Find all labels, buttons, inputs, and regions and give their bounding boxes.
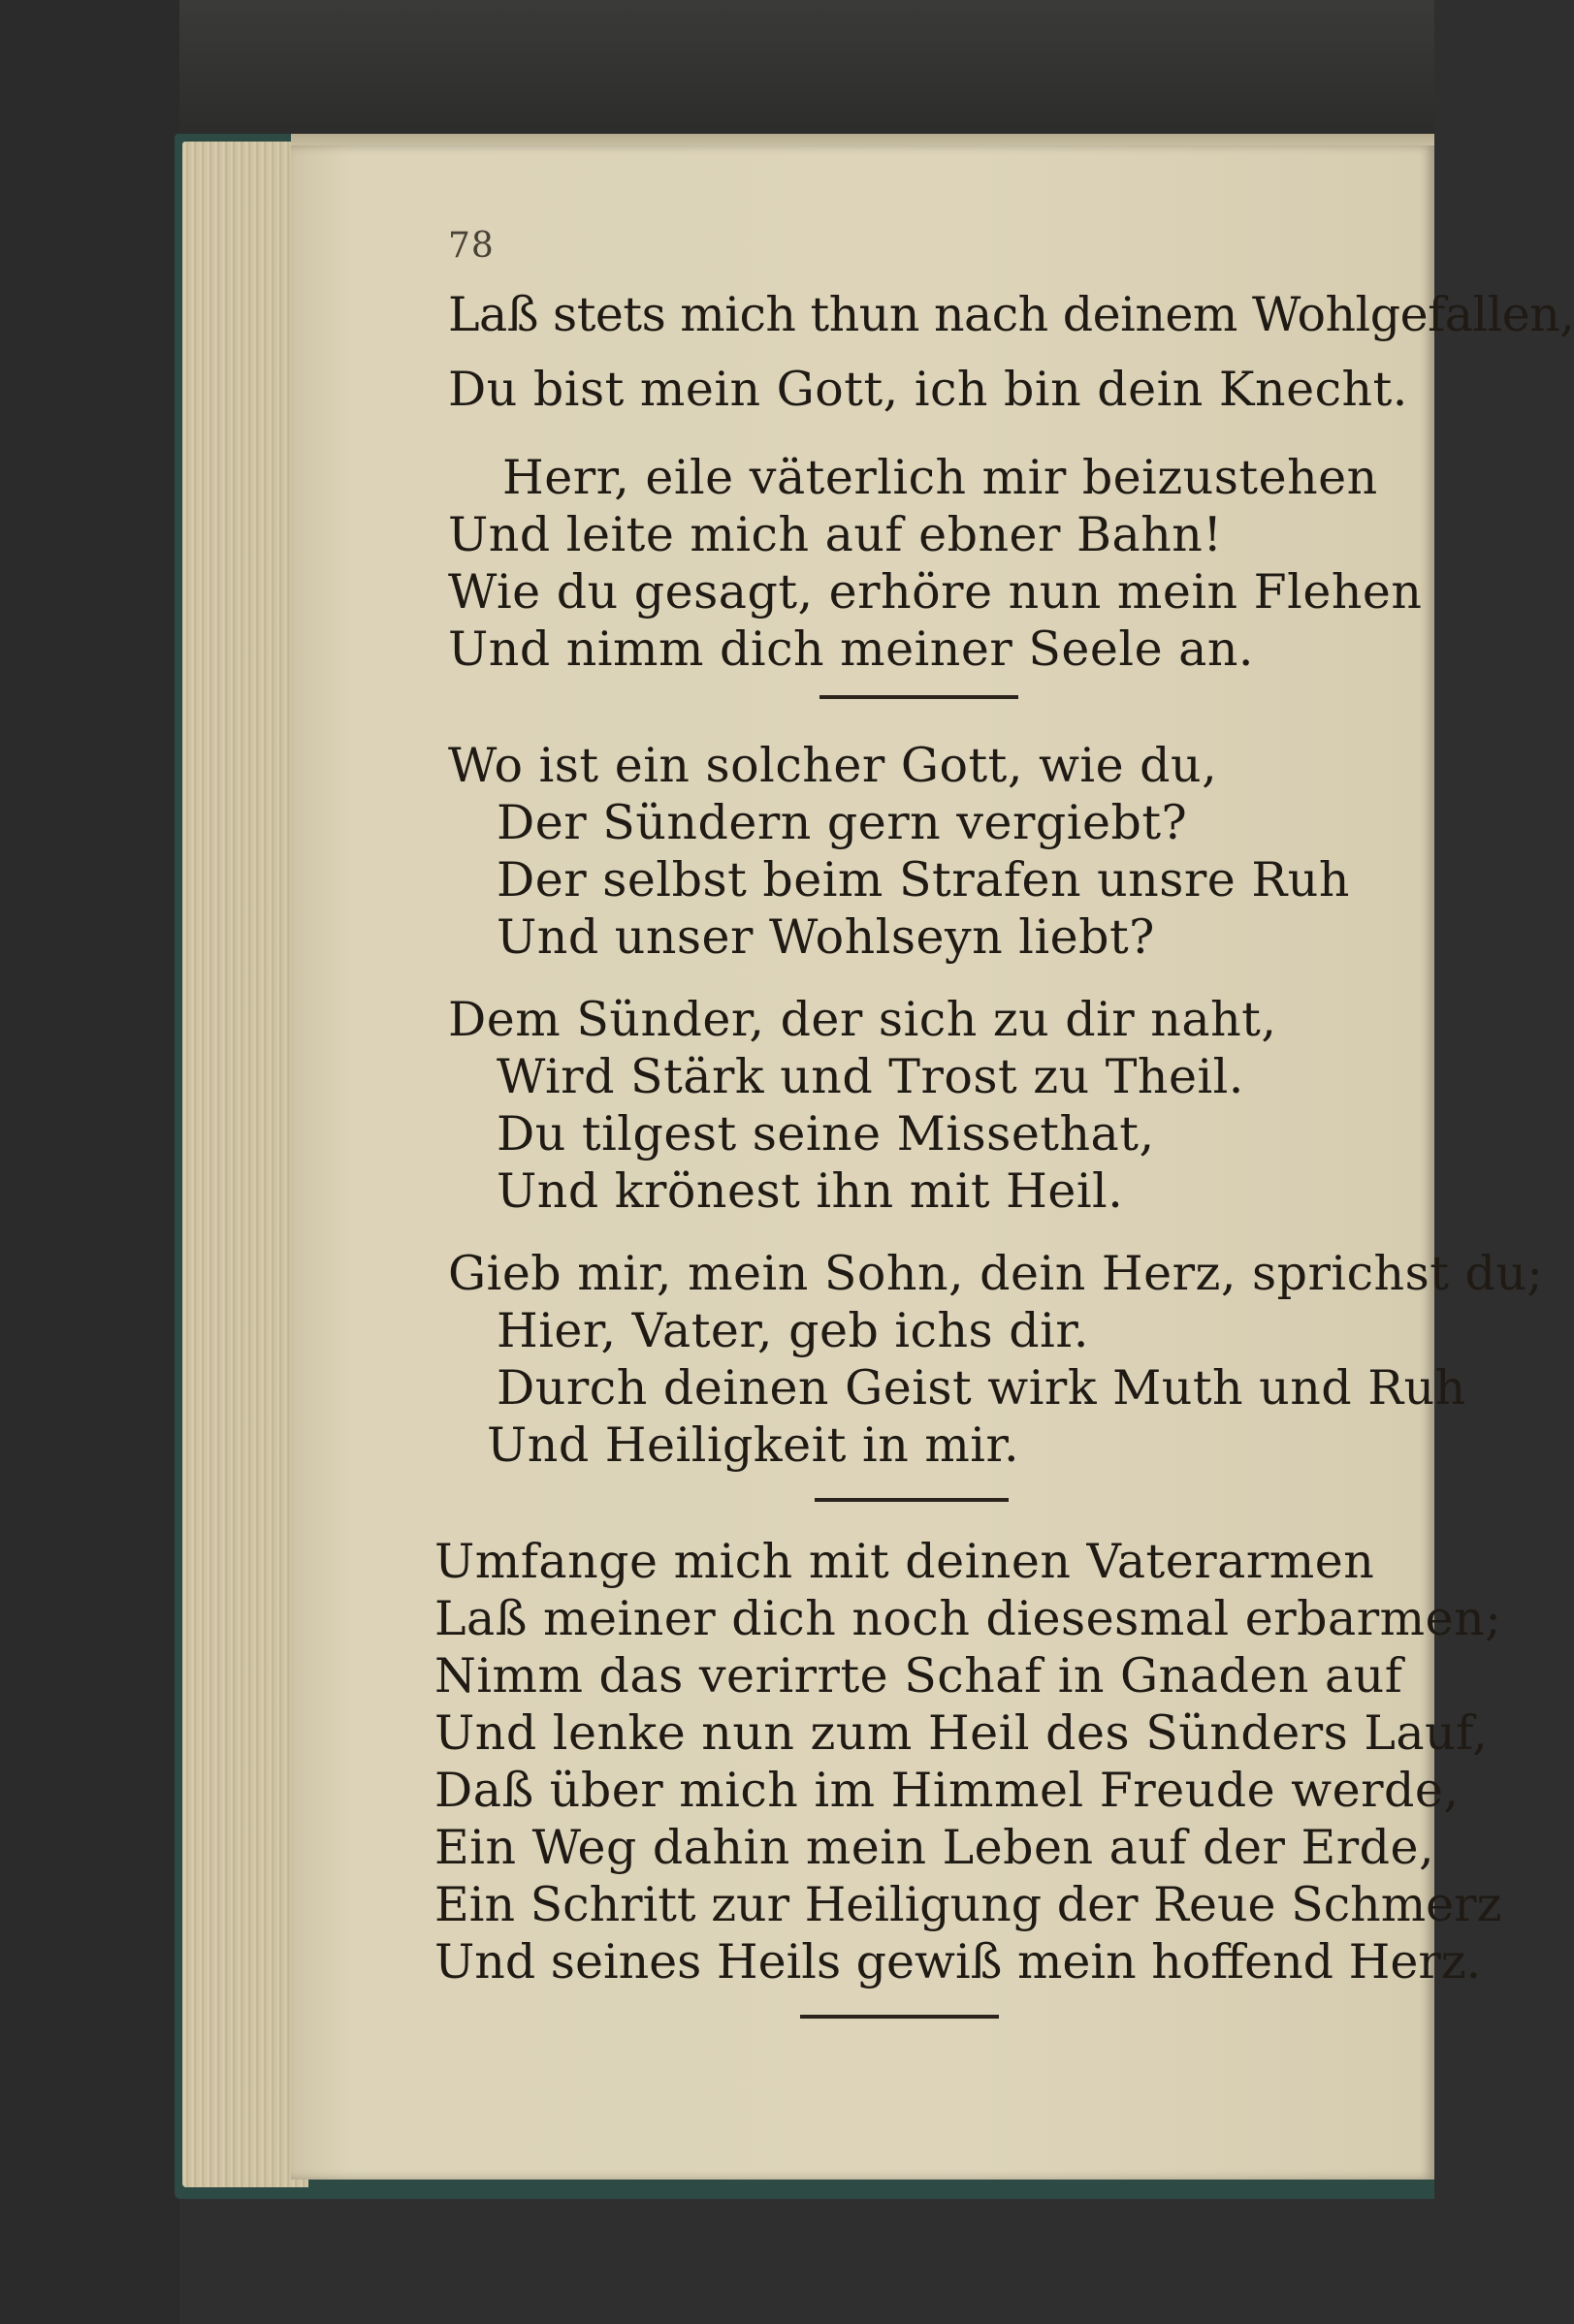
verse-line: Durch deinen Geist wirk Muth und Ruh bbox=[497, 1360, 1466, 1416]
end-divider bbox=[800, 2015, 999, 2019]
verse-line: Und krönest ihn mit Heil. bbox=[497, 1163, 1124, 1219]
section-divider bbox=[815, 1498, 1009, 1502]
verse-line: Dem Sünder, der sich zu dir naht, bbox=[448, 992, 1277, 1047]
verse-line: Nimm das verirrte Schaf in Gnaden auf bbox=[434, 1648, 1403, 1703]
verse-line: Laß meiner dich noch diesesmal erbarmen; bbox=[434, 1591, 1502, 1646]
background-top bbox=[0, 0, 1434, 136]
verse-line: Wie du gesagt, erhöre nun mein Flehen bbox=[448, 564, 1423, 620]
background-left bbox=[0, 0, 179, 2324]
verse-line: Du bist mein Gott, ich bin dein Knecht. bbox=[448, 362, 1408, 417]
verse-line: Ein Weg dahin mein Leben auf der Erde, bbox=[434, 1820, 1435, 1875]
verse-line: Hier, Vater, geb ichs dir. bbox=[497, 1303, 1089, 1358]
verse-line: Der selbst beim Strafen unsre Ruh bbox=[497, 852, 1350, 907]
verse-line: Und nimm dich meiner Seele an. bbox=[448, 621, 1254, 677]
verse-line: Wird Stärk und Trost zu Theil. bbox=[497, 1049, 1244, 1104]
verse-line: Ein Schritt zur Heiligung der Reue Schmerz bbox=[434, 1877, 1502, 1932]
verse-line: Und leite mich auf ebner Bahn! bbox=[448, 507, 1223, 562]
verse-line: Laß stets mich thun nach deinem Wohlgefallen, bbox=[448, 287, 1574, 342]
page-edges bbox=[182, 142, 308, 2187]
verse-line: Und seines Heils gewiß mein hoffend Herz. bbox=[434, 1934, 1482, 1990]
verse-line: Und Heiligkeit in mir. bbox=[487, 1417, 1020, 1473]
verse-line: Der Sündern gern vergiebt? bbox=[497, 795, 1188, 850]
verse-line: Und lenke nun zum Heil des Sünders Lauf, bbox=[434, 1705, 1489, 1761]
verse-line: Wo ist ein solcher Gott, wie du, bbox=[448, 738, 1218, 793]
verse-line: Und unser Wohlseyn liebt? bbox=[497, 909, 1155, 965]
verse-line: Herr, eile väterlich mir beizustehen bbox=[502, 450, 1378, 505]
verse-line: Daß über mich im Himmel Freude werde, bbox=[434, 1763, 1460, 1818]
verse-line: Gieb mir, mein Sohn, dein Herz, sprichst du; bbox=[448, 1246, 1544, 1301]
verse-line: Du tilgest seine Missethat, bbox=[497, 1106, 1155, 1162]
section-divider bbox=[819, 695, 1018, 699]
verse-line: Umfange mich mit deinen Vaterarmen bbox=[434, 1534, 1375, 1589]
page-number: 78 bbox=[448, 226, 495, 266]
